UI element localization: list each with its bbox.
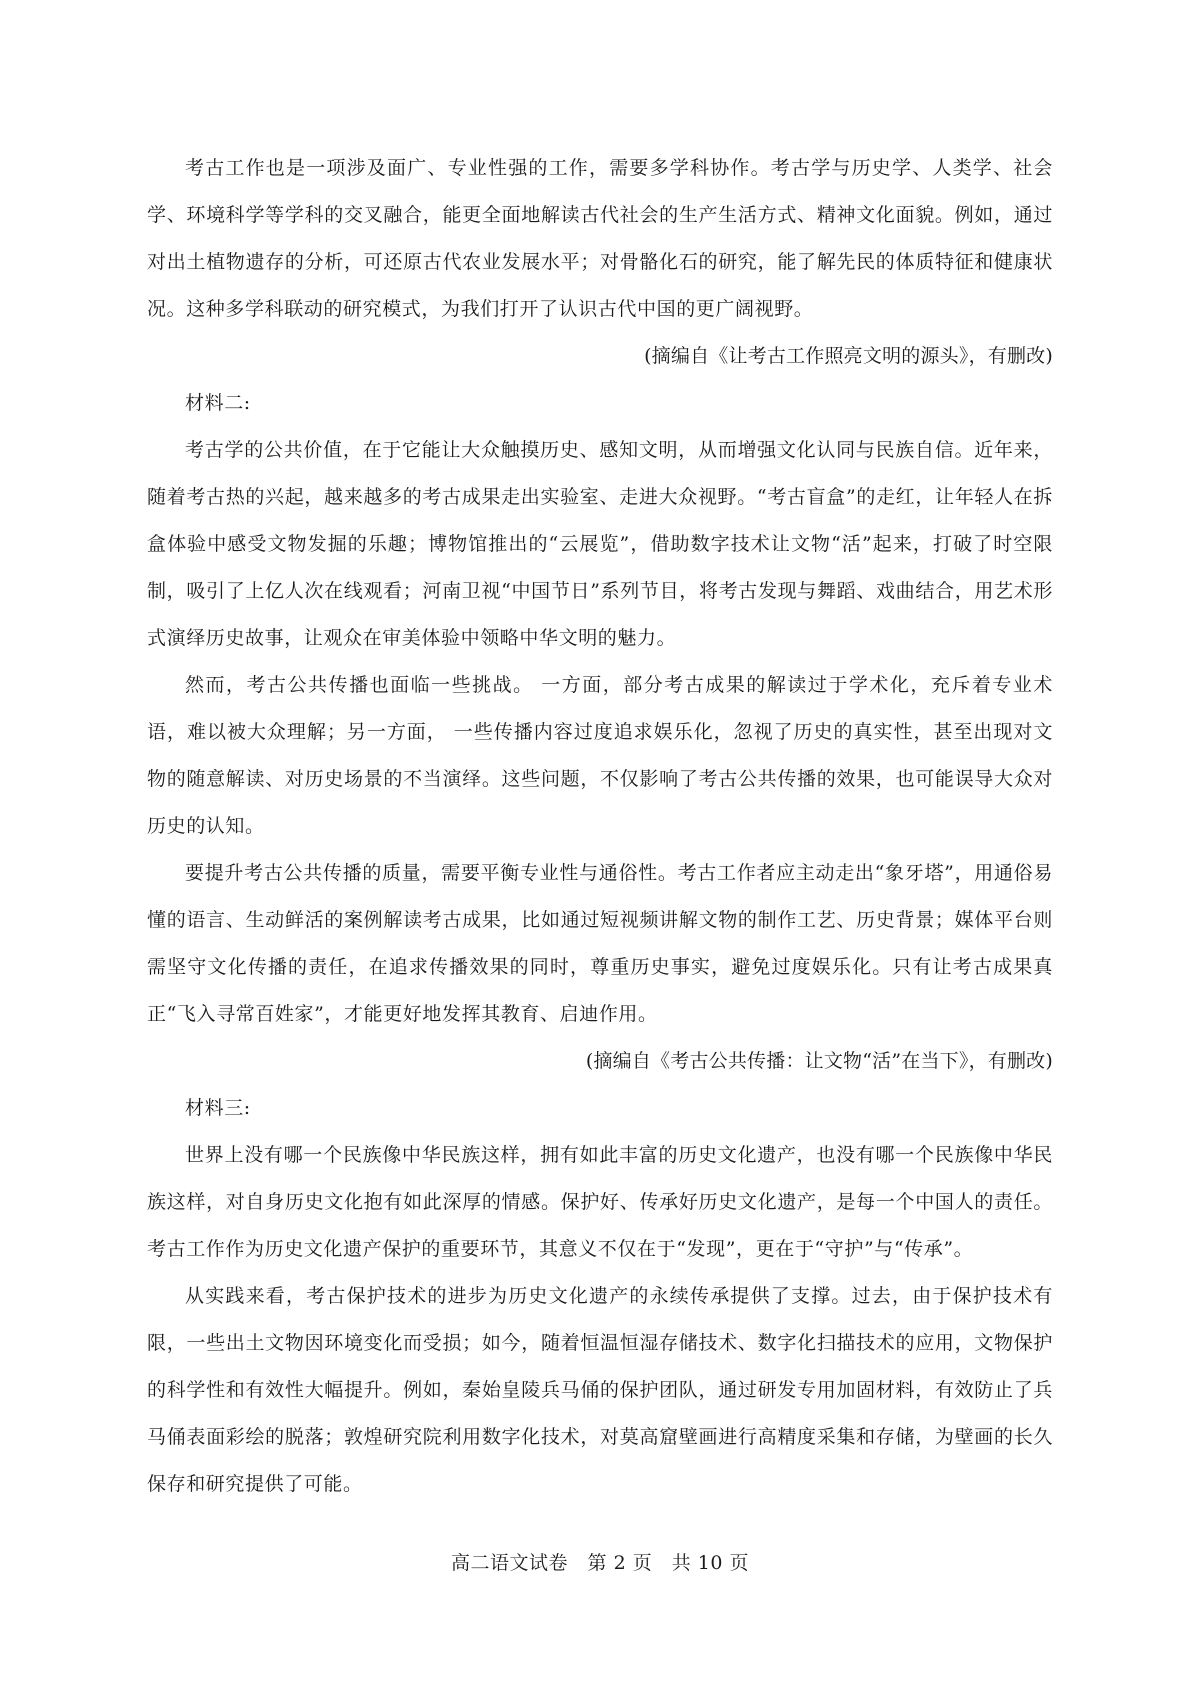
material1-paragraph-1: 考古工作也是一项涉及面广、专业性强的工作，需要多学科协作。考古学与历史学、人类学、社会学、环境科学等学科的交叉融合，能更全面地解读古代社会的生产生活方式、精神文化面貌。例如，通过对出土植物遗存的分析，可还原古代农业发展水平；对骨骼化石的研究，能了解先民的体质特征和健康状况。这种多学科联动的研究模式，为我们打开了认识古代中国的更广阔视野。 [147,157,1053,320]
material3-paragraph-2: 从实践来看，考古保护技术的进步为历史文化遗产的永续传承提供了支撑。过去，由于保护技术有限，一些出土文物因环境变化而受损；如今，随着恒温恒湿存储技术、数字化扫描技术的应用，文物保护的科学性和有效性大幅提升。例如，秦始皇陵兵马俑的保护团队，通过研发专用加固材料，有效防止了兵马俑表面彩绘的脱落；敦煌研究院利用数字化技术，对莫高窟壁画进行高精度采集和存储，为壁画的长久保存和研究提供了可能。 [147,1285,1053,1495]
material3-paragraph-1: 世界上没有哪一个民族像中华民族这样，拥有如此丰富的历史文化遗产，也没有哪一个民族像中华民族这样，对自身历史文化抱有如此深厚的情感。保护好、传承好历史文化遗产，是每一个中国人的责任。考古工作作为历史文化遗产保护的重要环节，其意义不仅在于“发现”，更在于“守护”与“传承”。 [147,1144,1053,1260]
material2-paragraph-3: 要提升考古公共传播的质量，需要平衡专业性与通俗性。考古工作者应主动走出“象牙塔”，用通俗易懂的语言、生动鲜活的案例解读考古成果，比如通过短视频讲解文物的制作工艺、历史背景；媒体平台则需坚守文化传播的责任，在追求传播效果的同时，尊重历史事实，避免过度娱乐化。只有让考古成果真正“飞入寻常百姓家”，才能更好地发挥其教育、启迪作用。 [147,862,1053,1025]
material2-paragraph-1: 考古学的公共价值，在于它能让大众触摸历史、感知文明，从而增强文化认同与民族自信。近年来，随着考古热的兴起，越来越多的考古成果走出实验室、走进大众视野。“考古盲盒”的走红，让年轻人在拆盒体验中感受文物发掘的乐趣；博物馆推出的“云展览”，借助数字技术让文物“活”起来，打破了时空限制，吸引了上亿人次在线观看；河南卫视“中国节日”系列节目，将考古发现与舞蹈、戏曲结合，用艺术形式演绎历史故事，让观众在审美体验中领略中华文明的魅力。 [147,439,1053,649]
page-footer: 高二语文试卷 第 2 页 共 10 页 [451,1552,749,1574]
material3-label: 材料三: [185,1097,251,1119]
exam-page-body [147,145,1053,1508]
material2-label: 材料二: [185,392,251,414]
material1-source: (摘编自《让考古工作照亮文明的源头》，有删改) [644,345,1053,367]
material2-paragraph-2: 然而，考古公共传播也面临一些挑战。 一方面，部分考古成果的解读过于学术化，充斥着专业术语，难以被大众理解；另一方面， 一些传播内容过度追求娱乐化，忽视了历史的真实性，甚至出现对文物的随意解读、对历史场景的不当演绎。这些问题，不仅影响了考古公共传播的效果，也可能误导大众对历史的认知。 [147,674,1053,837]
material2-source: (摘编自《考古公共传播：让文物“活”在当下》，有删改) [585,1050,1053,1072]
